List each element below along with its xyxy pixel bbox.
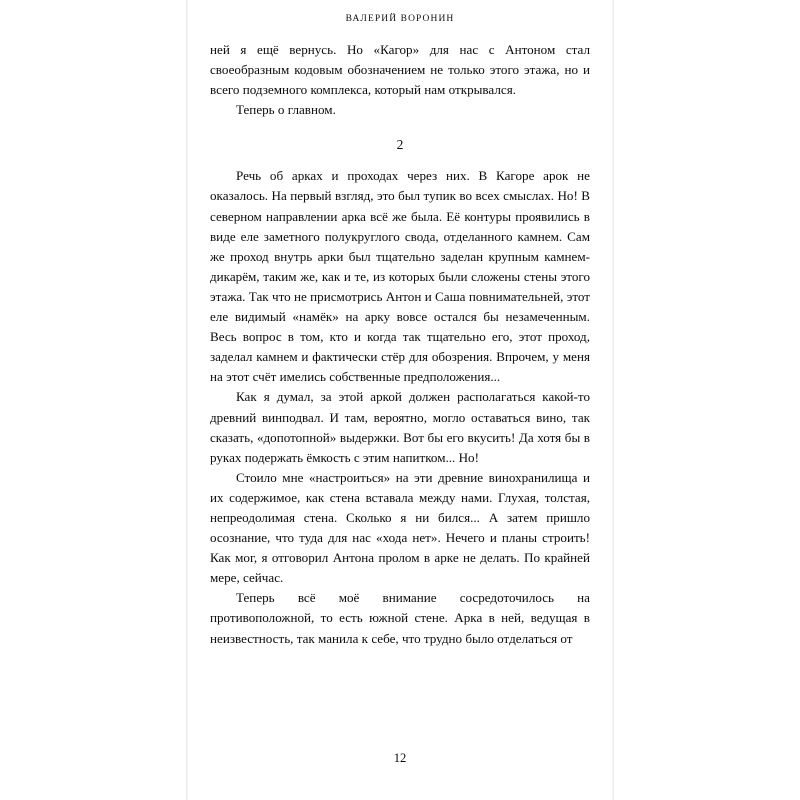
section-number: 2 [396, 137, 404, 153]
paragraph: Речь об арках и проходах через них. В Кагоре арок не оказалось. На первый взгляд, это был тупик во всех смыслах. Но! В северном направлении арка всё же была. Её контуры проявились в виде еле заметного полукруглого свода, отделанного камнем. Сам же проход внутрь арки был тщательно заделан крупным камнем-дикарём, таким же, как и те, из которых были сложены стены этого этажа. Так что не присмотрись Антон и Саша повнимательней, этот еле видимый «намёк» на арку вовсе остался бы незамеченным. Весь вопрос в том, кто и когда так тщательно его, этот проход, заделал камнем и фактически стёр для обозрения. Впрочем, у меня на этот счёт имелись собственные предположения... [210, 168, 590, 385]
text-block-before-section [210, 40, 590, 120]
paragraph: ней я ещё вернусь. Но «Кагор» для нас с Антоном стал своеобразным кодовым обозначением не только этого этажа, но и всего подземного комплекса, который нам открывался. [210, 42, 590, 98]
page-number: 12 [393, 751, 407, 765]
paragraph: Теперь о главном. [236, 102, 336, 118]
running-head: ВАЛЕРИЙ ВОРОНИН [345, 14, 455, 24]
paragraph: Стоило мне «настроиться» на эти древние винохранилища и их содержимое, как стена вставала между нами. Глухая, толстая, непреодолимая стена. Сколько я ни бился... А затем пришло осознание, что туда для нас «хода нет». Нечего и планы строить! Как мог, я отговорил Антона пролом в арке не делать. По крайней мере, сейчас. [210, 469, 590, 586]
paragraph: Как я думал, за этой аркой должен располагаться какой-то древний винподвал. И там, вероятно, могло оставаться вино, так сказать, «допотопной» выдержки. Вот бы его вкусить! Да хотя бы в руках подержать ёмкость с этим напитком... Но! [210, 389, 590, 465]
book-page-sheet [188, 0, 612, 800]
text-block-after-section [210, 166, 590, 648]
paragraph: Теперь всё моё внимание сосредоточилось на противоположной, то есть южной стене. Арка в ней, ведущая в неизвестность, так манила к себе, что трудно было отделаться от [210, 590, 590, 646]
